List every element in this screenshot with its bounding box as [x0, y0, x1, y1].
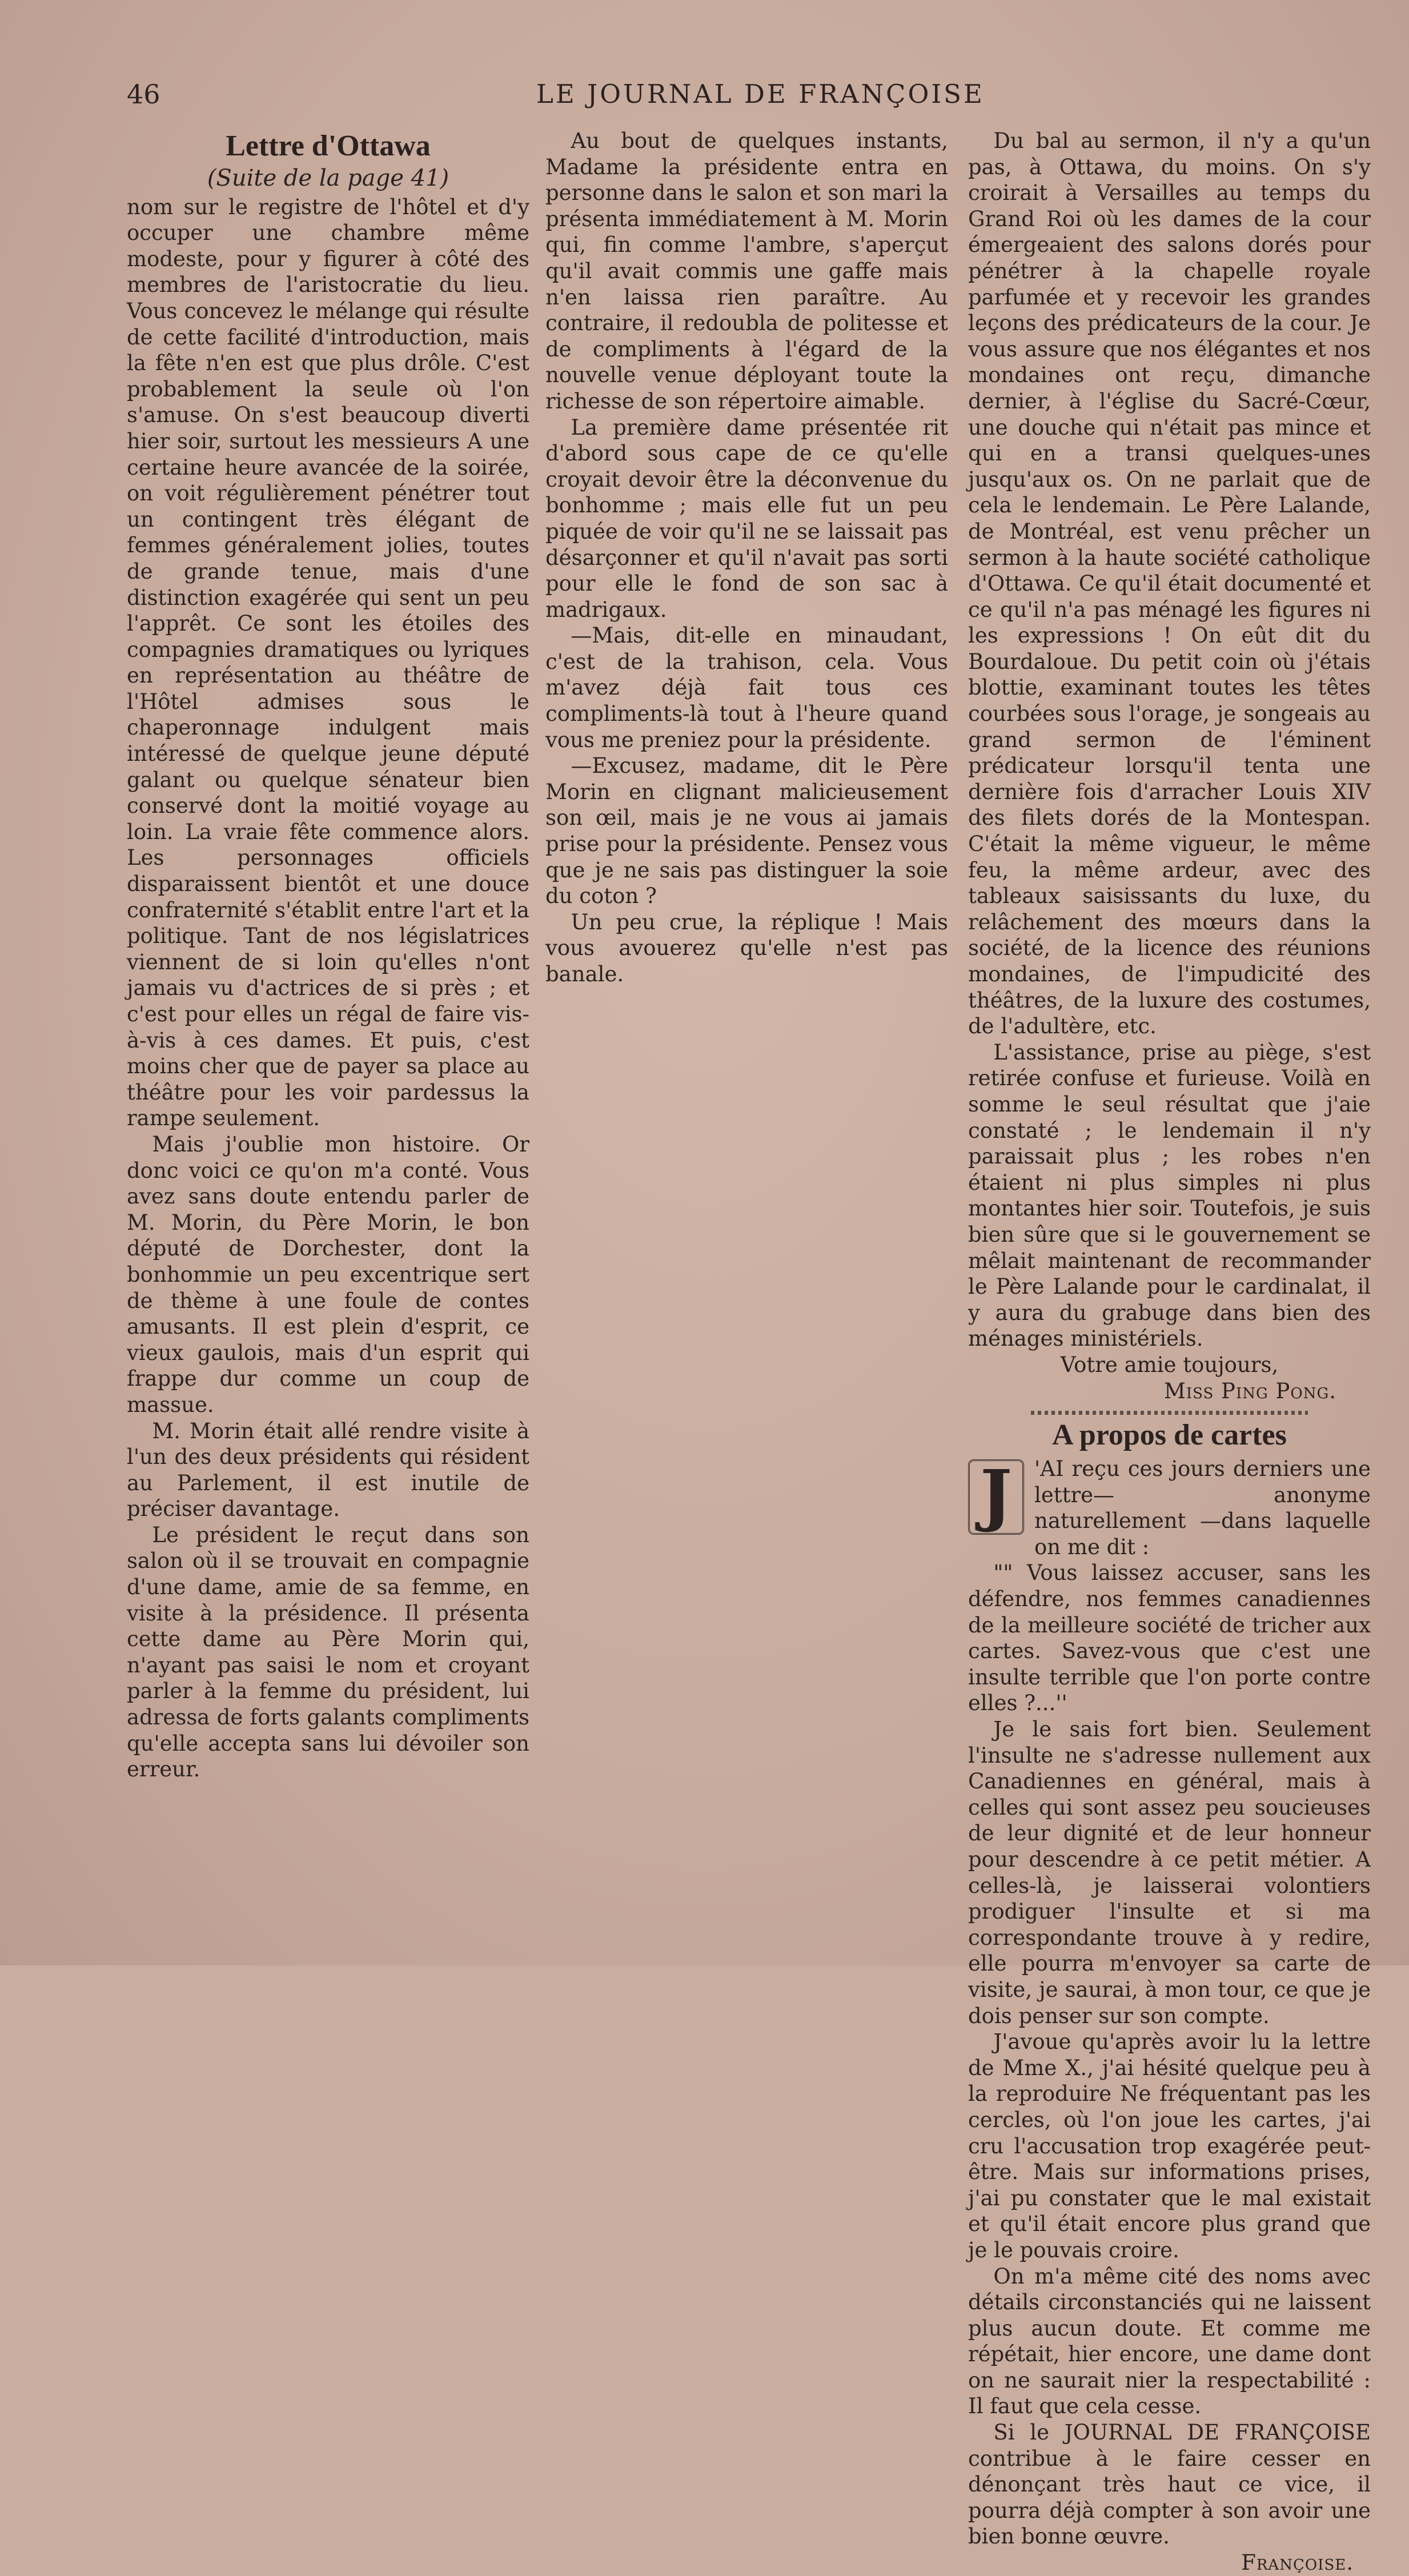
lead-paragraph	[968, 1456, 1371, 1560]
paragraph: nom sur le registre de l'hôtel et d'y occuper une chambre même modeste, pour y figurer à côté des membres de l'aristocratie du lieu. Vous concevez le mélange qui résulte de cette facilité d'introduction, mais la fête n'en est que plus drôle. C'est probablement la seule où l'on s'amuse. On s'est beaucoup diverti hier soir, surtout les messieurs A une certaine heure avancée de la soirée, on voit régulièrement pénétrer tout un contingent très élégant de femmes généralement jolies, toutes de grande tenue, mais d'une distinction exagérée qui sent un peu l'apprêt. Ce sont les étoiles des compagnies dramatiques ou lyriques en représentation au théâtre de l'Hôtel admises sous le chaperonnage indulgent mais intéressé de quelque jeune député galant ou quelque sénateur bien conservé dont la moitié voyage au loin. La vraie fête commence alors. Les personnages officiels disparaissent bientôt et une douce confraternité s'établit entre l'art et la politique. Tant de nos législatrices viennent de si loin qu'elles n'ont jamais vu d'actrices de si près ; et c'est pour elles un régal de faire vis-à-vis à ces dames. Et puis, c'est moins cher que de payer sa place au théâtre pour les voir pardessus la rampe seulement.	[127, 194, 529, 1131]
drop-cap-letter: J	[968, 1459, 1024, 1535]
paragraph: Un peu crue, la réplique ! Mais vous avouerez qu'elle n'est pas banale.	[545, 909, 948, 986]
paragraph: Si le JOURNAL DE FRANÇOISE contribue à le faire cesser en dénonçant très haut ce vice, il pourra déjà compter à son avoir une bien bonne œuvre.	[968, 2420, 1371, 2549]
column-3	[968, 128, 1371, 2576]
column-1	[127, 128, 529, 1783]
paragraph: M. Morin était allé rendre visite à l'un des deux présidents qui résident au Parlement, il est inutile de préciser davantage.	[127, 1418, 529, 1522]
paragraph: Je le sais fort bien. Seulement l'insulte ne s'adresse nullement aux Canadiennes en général, mais à celles qui sont assez peu soucieuses de leur dignité et de leur honneur pour descendre à ce petit métier. A celles-là, je laisserai volontiers prodiguer l'insulte et si ma correspondante trouve à y redire, elle pourra m'envoyer sa carte de visite, je saurai, à mon tour, ce que je dois penser sur son compte.	[968, 1717, 1371, 2028]
article-title-a-propos-de-cartes: A propos de cartes	[1052, 1419, 1287, 1452]
paragraph: 'AI reçu ces jours derniers une lettre— anonyme naturellement —dans laquelle on me dit :	[1034, 1456, 1371, 1559]
paragraph: —Excusez, madame, dit le Père Morin en clignant malicieusement son œil, mais je ne vous ai jamais prise pour la présidente. Pensez vous que je ne sais pas distinguer la soie du coton ?	[545, 753, 948, 909]
paragraph: Le président le reçut dans son salon où il se trouvait en compagnie d'une dame, amie de sa femme, en visite à la présidence. Il présenta cette dame au Père Morin qui, n'ayant pas saisi le nom et croyant parler à la femme du président, lui adressa de forts galants compliments qu'elle accepta sans lui dévoiler son erreur.	[127, 1522, 529, 1782]
article-title-lettre-ottawa: Lettre d'Ottawa	[226, 130, 431, 162]
paragraph: Mais j'oublie mon histoire. Or donc voici ce qu'on m'a conté. Vous avez sans doute entendu parler de M. Morin, du Père Morin, le bon député de Dorchester, dont la bonhommie un peu excentrique sert de thème à une foule de contes amusants. Il est plein d'esprit, ce vieux gaulois, mais d'un esprit qui frappe dur comme un coup de massue.	[127, 1131, 529, 1417]
journal-title: LE JOURNAL DE FRANÇOISE	[536, 79, 985, 109]
continuation-note: (Suite de la page 41)	[207, 165, 449, 191]
section-divider	[1031, 1411, 1308, 1415]
signature-miss-ping-pong: Miss Ping Pong.	[1163, 1378, 1336, 1403]
paragraph: Du bal au sermon, il n'y a qu'un pas, à Ottawa, du moins. On s'y croirait à Versailles au temps du Grand Roi où les dames de la cour émergeaient des salons dorés pour pénétrer à la chapelle royale parfumée et y recevoir les grandes leçons des prédicateurs de la cour. Je vous assure que nos élégantes et nos mondaines ont reçu, dimanche dernier, à l'église du Sacré-Cœur, une douche qui n'était pas mince et qui en a transi quelques-unes jusqu'aux os. On ne parlait que de cela le lendemain. Le Père Lalande, de Montréal, est venu prêcher un sermon à la haute société catholique d'Ottawa. Ce qu'il était documenté et ce qu'il n'a pas ménagé les figures ni les expressions ! On eût dit du Bourdaloue. Du petit coin où j'étais blottie, examinant toutes les têtes courbées sous l'orage, je songeais au grand sermon de l'éminent prédicateur lorsqu'il tenta une dernière fois d'arracher Louis XIV des filets dorés de la Montespan. C'était la même vigueur, le même feu, la même ardeur, avec des tableaux saisissants du luxe, du relâchement des mœurs dans la société, de la licence des réunions mondaines, de l'impudicité des théâtres, de la luxure des costumes, de l'adultère, etc.	[968, 129, 1371, 1039]
page-header	[127, 79, 1409, 119]
paragraph: On m'a même cité des noms avec détails circonstanciés qui ne laissent plus aucun doute. Et comme me répétait, hier encore, une dame dont on ne saurait nier la respectabilité : Il faut que cela cesse.	[968, 2264, 1371, 2419]
paragraph: L'assistance, prise au piège, s'est retirée confuse et furieuse. Voilà en somme le seul résultat que j'aie constaté ; le lendemain il n'y paraissait plus ; les robes n'en étaient ni plus simples ni plus montantes hier soir. Toutefois, je suis bien sûre que si le gouvernement se mêlait maintenant de recommander le Père Lalande pour le cardinalat, il y aura du grabuge dans bien des ménages ministériels.	[968, 1040, 1371, 1351]
signature-francoise: Françoise.	[1241, 2550, 1354, 2575]
paragraph: —Mais, dit-elle en minaudant, c'est de la trahison, cela. Vous m'avez déjà fait tous ces compliments-là tout à l'heure quand vous me preniez pour la présidente.	[545, 623, 948, 752]
column-2	[545, 128, 948, 988]
paragraph: "" Vous laissez accuser, sans les défendre, nos femmes canadiennes de la meilleure société de tricher aux cartes. Savez-vous que c'est une insulte terrible que l'on porte contre elles ?...''	[968, 1560, 1371, 1716]
page-number: 46	[127, 79, 160, 110]
paragraph: Au bout de quelques instants, Madame la présidente entra en personne dans le salon et son mari la présenta immédiatement à M. Morin qui, fin comme l'ambre, s'aperçut qu'il avait commis une gaffe mais n'en laissa rien paraître. Au contraire, il redoubla de politesse et de compliments à l'égard de la nouvelle venue déployant toute la richesse de son répertoire aimable.	[545, 129, 948, 414]
closing-line: Votre amie toujours,	[1060, 1352, 1279, 1377]
paragraph: La première dame présentée rit d'abord sous cape de ce qu'elle croyait devoir être la déconvenue du bonhomme ; mais elle fut un peu piquée de voir qu'il ne se laissait pas désarçonner et qu'il n'avait pas sorti pour elle le fond de son sac à madrigaux.	[545, 415, 948, 622]
paragraph: J'avoue qu'après avoir lu la lettre de Mme X., j'ai hésité quelque peu à la reproduire Ne fréquentant pas les cercles, où l'on joue les cartes, j'ai cru l'accusation trop exagérée peut-être. Mais sur informations prises, j'ai pu constater que le mal existait et qu'il était encore plus grand que je le pouvais croire.	[968, 2029, 1371, 2262]
